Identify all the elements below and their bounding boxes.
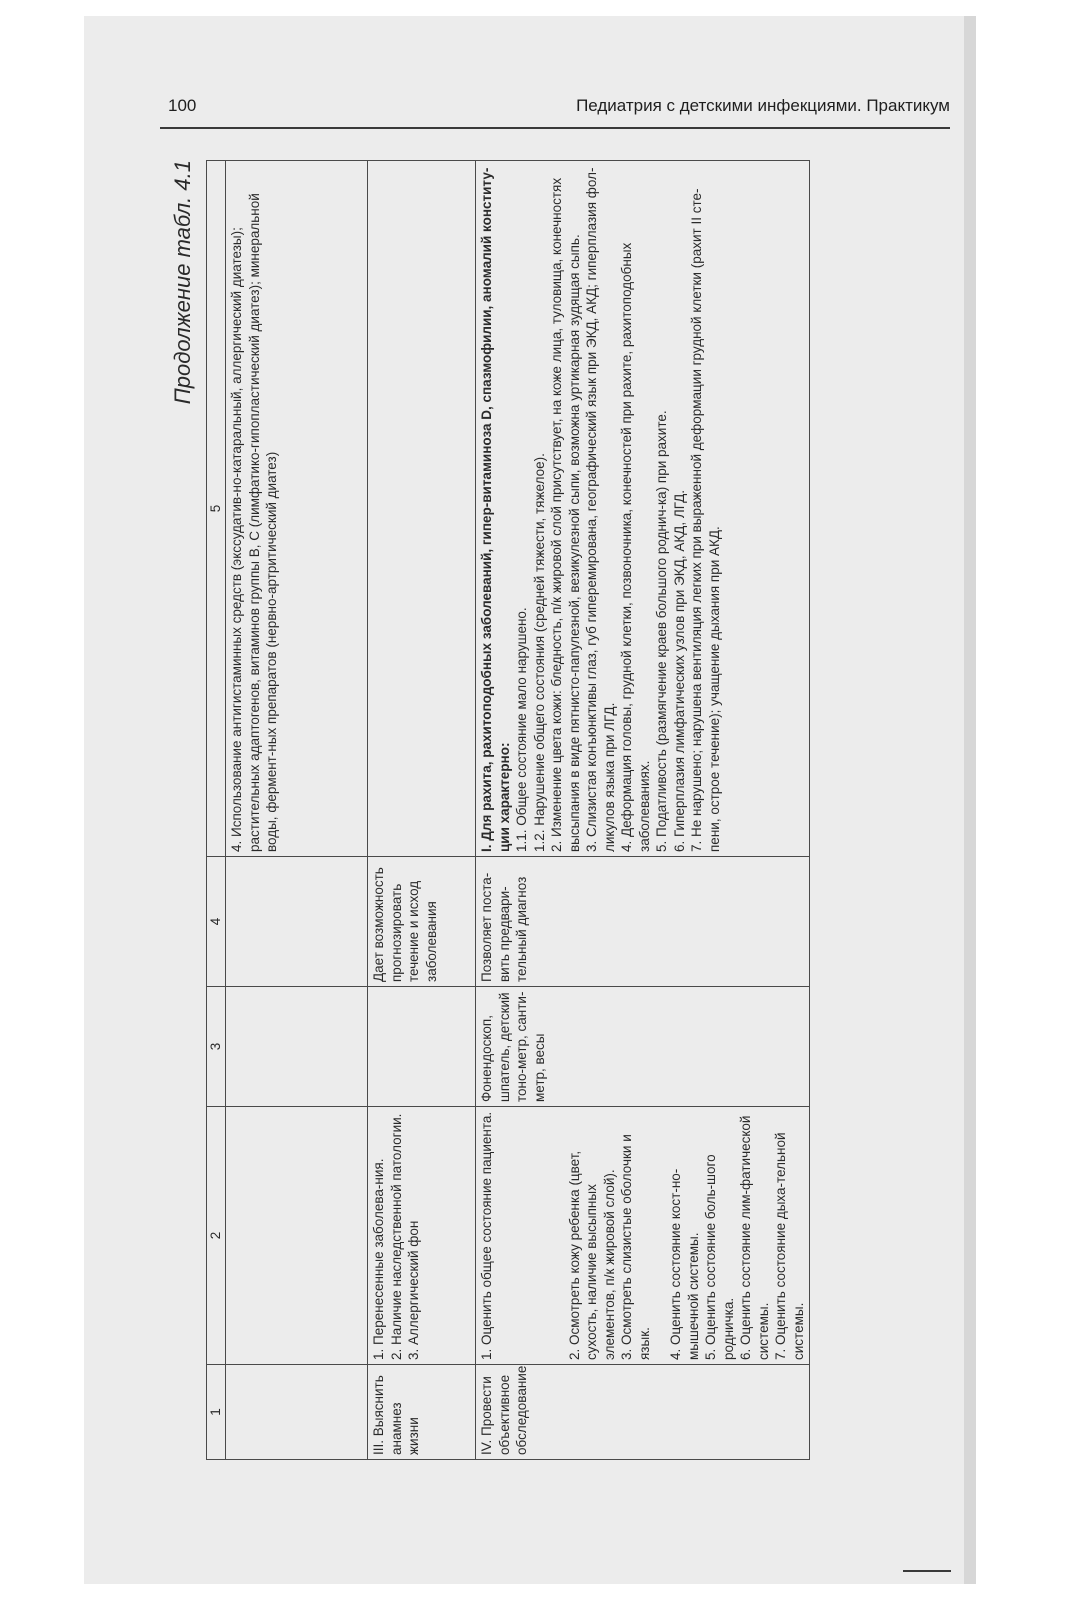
cell-empty bbox=[226, 1365, 368, 1460]
book-title: Педиатрия с детскими инфекциями. Практикум bbox=[576, 96, 950, 115]
footer-rule bbox=[903, 1570, 951, 1572]
list-item: 3. Аллергический фон bbox=[406, 1220, 421, 1360]
header-col-3: 3 bbox=[207, 987, 226, 1107]
cell-allergy-treatment: 4. Использование антигистаминных средств (экссудатив-но-катаральный, аллергический диатезы); растительных адаптогенов, витаминов группы В, С (лимфатико-гипопластический диатез); минеральной воды, фермент-ных препаратов (нервно-артритический диатез) bbox=[226, 161, 368, 857]
cell-exam-equipment: Фонендоскоп, шпатель, детский тоно-метр, санти-метр, весы bbox=[476, 987, 810, 1107]
table-caption: Продолжение табл. 4.1 bbox=[170, 160, 195, 405]
cell-stage-anamnesis: III. Выяснить анамнез жизни bbox=[368, 1365, 476, 1460]
list-item: 4. Деформация головы, грудной клетки, позвоночника, конечностей при рахите, рахитоподобных заболеваниях. bbox=[619, 242, 652, 852]
list-item: 5. Оценить состояние боль-шого родничка. bbox=[703, 1154, 736, 1360]
cell-anamnesis-rationale: Дает возможность прогнозировать течение и исход заболевания bbox=[368, 857, 476, 987]
rotated-table-block bbox=[170, 160, 950, 1460]
table-header-row bbox=[207, 161, 226, 1460]
header-col-5: 5 bbox=[207, 161, 226, 857]
list-item: 2. Изменение цвета кожи: бледность, п/к жировой слой присутствует, на коже лица, туловища, конечностях высыпания в виде пятнисто-папулезной, везикулезной сыпи, возможна уртикарная зудящая сыпь. bbox=[549, 177, 582, 852]
page-header bbox=[168, 96, 950, 122]
list-item: 1. Перенесенные заболева-ния. bbox=[371, 1158, 386, 1360]
list-item: 3. Слизистая конъюнктивы глаз, губ гиперемирована, географический язык при ЭКД, АКД; гиперплазия фол-ликулов языка при ЛГД. bbox=[584, 167, 617, 852]
list-item: 3. Осмотреть слизистые оболочки и язык. bbox=[619, 1134, 652, 1360]
header-col-2: 2 bbox=[207, 1107, 226, 1365]
cell-stage-exam: IV. Провести объективное обследование bbox=[476, 1365, 810, 1460]
header-col-1: 1 bbox=[207, 1365, 226, 1460]
list-item: 7. Оценить состояние дыха-тельной системы. bbox=[773, 1132, 806, 1360]
list-item: 4. Оценить состояние кост-но-мышечной системы. bbox=[668, 1168, 701, 1360]
list-item: 6. Гиперплазия лимфатических узлов при ЭКД, АКД, ЛГД. bbox=[671, 490, 687, 852]
cell-exam-actions bbox=[476, 1107, 810, 1365]
list-item: 1.1. Общее состояние мало нарушено. bbox=[514, 607, 529, 852]
cell-empty bbox=[368, 161, 476, 857]
cell-exam-findings bbox=[476, 161, 810, 857]
cell-empty bbox=[368, 987, 476, 1107]
list-item: 1. Оценить общее состояние пациента. bbox=[479, 1111, 494, 1360]
table-row bbox=[368, 161, 476, 1460]
list-item: 2. Наличие наследственной патологии. bbox=[388, 1113, 404, 1360]
page-number: 100 bbox=[168, 96, 197, 115]
table-4-1-continued bbox=[206, 160, 810, 1460]
list-item: 6. Оценить состояние лим-фатической системы. bbox=[738, 1115, 771, 1360]
cell-anamnesis-actions bbox=[368, 1107, 476, 1365]
cell-exam-rationale: Позволяет поста-вить предвари-тельный диагноз bbox=[476, 857, 810, 987]
cell-empty bbox=[226, 987, 368, 1107]
cell-empty bbox=[226, 857, 368, 987]
header-rule bbox=[160, 127, 950, 129]
list-item: 2. Осмотреть кожу ребенка (цвет, сухость, наличие высыпных элементов, п/к жировой слой). bbox=[566, 1150, 617, 1360]
header-col-4: 4 bbox=[207, 857, 226, 987]
list-item: 1.2. Нарушение общего состояния (средней тяжести, тяжелое). bbox=[531, 453, 547, 852]
table-row bbox=[476, 161, 810, 1460]
list-item: 7. Не нарушено; нарушена вентиляция легких при выраженной деформации грудной клетки (рахит II сте-пени, острое течение); учащение дыхания при АКД. bbox=[689, 188, 722, 852]
list-item: 5. Податливость (размягчение краев большого роднич-ка) при рахите. bbox=[654, 410, 669, 852]
table-row bbox=[226, 161, 368, 1460]
findings-heading: I. Для рахита, рахитоподобных заболеваний, гипер-витаминоза D, спазмофилии, аномалий конститу-ции характерно: bbox=[479, 167, 512, 852]
cell-empty bbox=[226, 1107, 368, 1365]
